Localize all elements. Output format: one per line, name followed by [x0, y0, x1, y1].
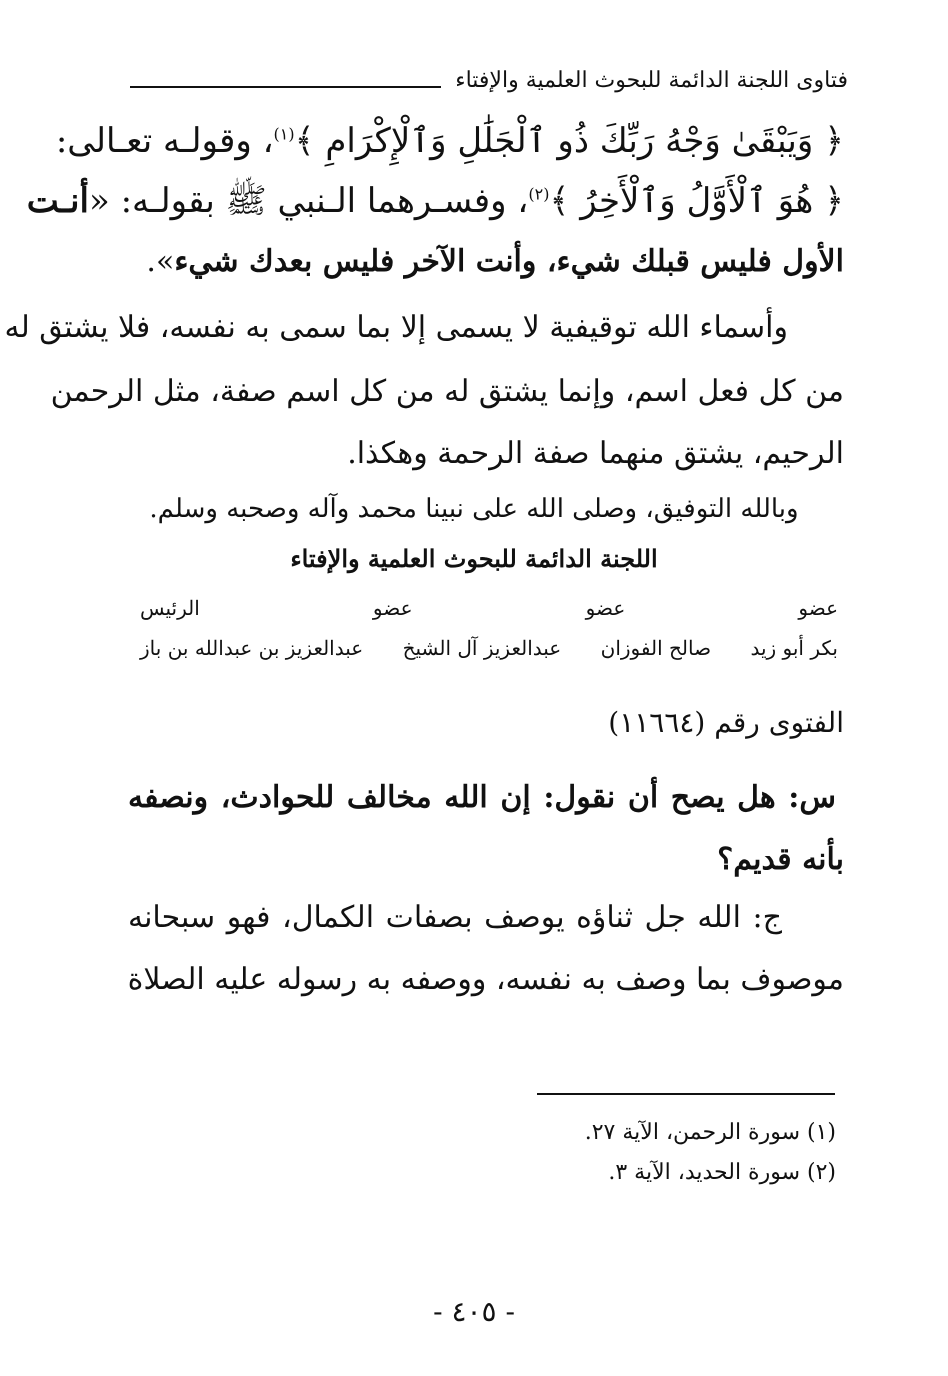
footnote-marker: (٢): [528, 184, 550, 204]
committee-roles: [140, 596, 838, 620]
member-name: عبدالعزيز آل الشيخ: [402, 636, 562, 660]
member-name: صالح الفوزان: [600, 636, 712, 660]
body-line-2: [26, 180, 844, 229]
committee-title: اللجنة الدائمة للبحوث العلمية والإفتاء: [290, 544, 658, 573]
committee-names: [140, 636, 838, 660]
role-label: عضو: [585, 596, 626, 620]
footnote-2: (٢) سورة الحديد، الآية ٣.: [608, 1160, 836, 1185]
body-line-4: وأسماء الله توقيفية لا يسمى إلا بما سمى به نفسه، فلا يشتق له: [4, 310, 788, 345]
role-label: عضو: [798, 596, 838, 620]
text-segment: ».: [146, 244, 175, 279]
role-label: عضو: [372, 596, 413, 620]
answer-line-1: ج: الله جل ثناؤه يوصف بصفات الكمال، فهو سبحانه: [128, 900, 782, 935]
member-name: بكر أبو زيد: [750, 636, 838, 660]
text-segment: ، وقولـه تعـالى:: [55, 121, 274, 161]
member-name: عبدالعزيز بن عبدالله بن باز: [140, 636, 364, 660]
closing-line: وبالله التوفيق، وصلى الله على نبينا محمد وآله وصحبه وسلم.: [149, 494, 799, 524]
footnote-separator: [537, 1093, 835, 1095]
body-line-5: من كل فعل اسم، وإنما يشتق له من كل اسم صفة، مثل الرحمن: [50, 374, 844, 409]
text-segment: ، وفسـرهما الـنبي ﷺ بقولـه: «: [88, 181, 529, 221]
quran-quote: ﴿ هُوَ ٱلْأَوَّلُ وَٱلْأَخِرُ ﴾: [549, 181, 844, 221]
hadith-text: أنـت: [26, 181, 89, 221]
body-line-3: [128, 244, 844, 279]
role-label: الرئيس: [140, 596, 200, 620]
footnote-marker: (١): [273, 124, 295, 144]
page-number: - ٤٠٥ -: [433, 1295, 515, 1328]
body-line-6: الرحيم، يشتق منهما صفة الرحمة وهكذا.: [347, 436, 844, 471]
question-line-2: بأنه قديم؟: [717, 842, 844, 877]
fatwa-number: الفتوى رقم (١١٦٦٤): [608, 706, 844, 739]
hadith-text: الأول فليس قبلك شيء، وأنت الآخر فليس بعدك شيء: [174, 244, 844, 279]
running-header: [130, 62, 848, 98]
question-line-1: س: هل يصح أن نقول: إن الله مخالف للحوادث، ونصفه: [128, 780, 836, 815]
footnote-1: (١) سورة الرحمن، الآية ٢٧.: [584, 1120, 836, 1145]
running-header-title: فتاوى اللجنة الدائمة للبحوث العلمية والإفتاء: [455, 67, 848, 93]
header-rule: [130, 86, 441, 88]
body-line-1: [55, 120, 844, 161]
quran-quote: ﴿ وَيَبْقَىٰ وَجْهُ رَبِّكَ ذُو ٱلْجَلَٰلِ وَٱلْإِكْرَامِ ﴾: [294, 121, 844, 161]
answer-line-2: موصوف بما وصف به نفسه، ووصفه به رسوله عليه الصلاة: [127, 962, 844, 997]
